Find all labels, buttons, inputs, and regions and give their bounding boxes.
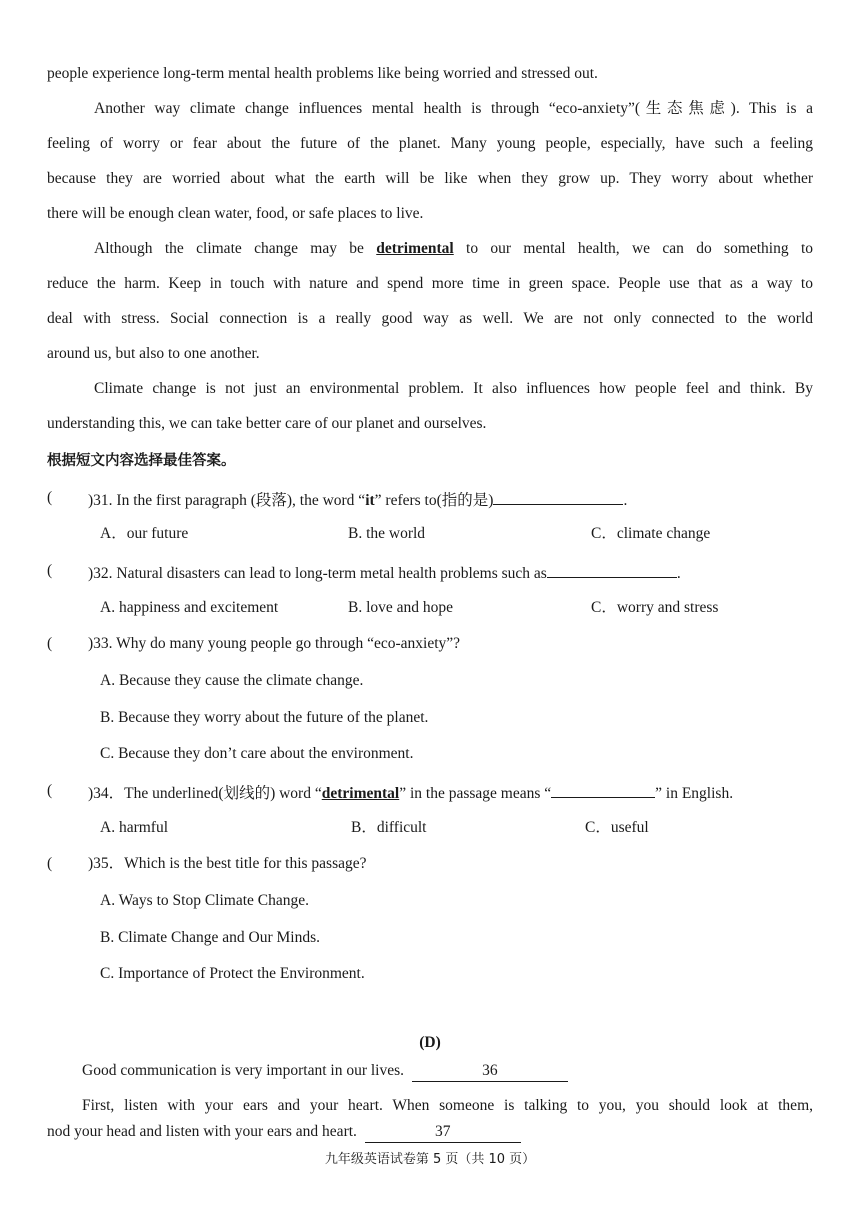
answer-bracket[interactable]: ( (47, 782, 53, 799)
passage-line: around us, but also to one another. (47, 345, 260, 362)
question-text: ” in English. (655, 785, 734, 802)
passage-line: people experience long-term mental health problems like being worried and stressed out. (47, 65, 598, 82)
passage-line: First, listen with your ears and your heart. When someone is talking to you, you should look at them, (82, 1097, 813, 1114)
answer-blank[interactable] (547, 561, 677, 578)
passage-line: there will be enough clean water, food, or safe places to live. (47, 205, 424, 222)
passage-text: to our mental health, we can do something to (453, 240, 813, 257)
answer-blank[interactable] (551, 781, 655, 798)
question-34 (88, 781, 733, 804)
question-35: )35．Which is the best title for this passage? (88, 855, 367, 872)
answer-blank[interactable] (493, 488, 623, 505)
option-32-a[interactable]: A. happiness and excitement (100, 599, 279, 616)
question-text: ” in the passage means “ (399, 785, 552, 802)
passage-line: reduce the harm. Keep in touch with nature and spend more time in green space. People use that as a way to (47, 275, 813, 292)
option-35-b[interactable]: B. Climate Change and Our Minds. (100, 929, 320, 946)
cloze-blank-36[interactable]: 36 (412, 1061, 568, 1082)
option-31-b[interactable]: B. the world (348, 525, 426, 542)
option-31-c[interactable]: C．climate change (591, 525, 711, 542)
section-heading: (D) (419, 1034, 441, 1051)
passage-line: Another way climate change influences mental health is through “eco-anxiety”(生态焦虑). This is a (94, 100, 813, 117)
cloze-blank-37[interactable]: 37 (365, 1122, 521, 1143)
option-34-b[interactable]: B．difficult (351, 819, 427, 836)
passage-text: Good communication is very important in our lives. (82, 1062, 405, 1079)
option-32-b[interactable]: B. love and hope (348, 599, 454, 616)
passage-line: Climate change is not just an environmental problem. It also influences how people feel and think. By (94, 380, 813, 397)
passage-line: understanding this, we can take better care of our planet and ourselves. (47, 415, 487, 432)
question-31 (88, 488, 627, 511)
answer-bracket[interactable]: ( (47, 855, 53, 872)
passage-line: feeling of worry or fear about the future of the planet. Many young people, especially, have such a feeling (47, 135, 813, 152)
passage-text: nod your head and listen with your ears and heart. (47, 1123, 357, 1140)
question-text: . (676, 565, 681, 582)
page-footer: 九年级英语试卷第 5 页（共 10 页） (324, 1152, 536, 1167)
option-35-c[interactable]: C. Importance of Protect the Environment. (100, 965, 365, 982)
question-bold-word: it (365, 492, 375, 509)
option-33-c[interactable]: C. Because they don’t care about the environment. (100, 745, 414, 762)
answer-bracket[interactable]: ( (47, 635, 53, 652)
question-text: . (623, 492, 628, 509)
passage-line: deal with stress. Social connection is a really good way as well. We are not only connected to the world (47, 310, 813, 327)
underlined-word-detrimental: detrimental (376, 240, 454, 257)
passage-text: Although the climate change may be (94, 240, 377, 257)
underlined-word-detrimental: detrimental (321, 785, 400, 802)
passage-line (47, 1122, 521, 1143)
option-34-c[interactable]: C．useful (585, 819, 649, 836)
question-33: )33. Why do many young people go through “eco-anxiety”? (88, 635, 461, 652)
option-31-a[interactable]: A．our future (100, 525, 189, 542)
option-35-a[interactable]: A. Ways to Stop Climate Change. (100, 892, 309, 909)
question-text: )32. Natural disasters can lead to long-term metal health problems such as (88, 565, 547, 582)
question-text: )34．The underlined(划线的) word “ (88, 785, 322, 802)
option-32-c[interactable]: C．worry and stress (591, 599, 719, 616)
option-34-a[interactable]: A. harmful (100, 819, 169, 836)
passage-line (94, 239, 813, 259)
question-text: )31. In the first paragraph (段落), the word “ (88, 492, 366, 509)
question-text: ” refers to(指的是) (374, 492, 494, 509)
question-32 (88, 561, 681, 584)
question-instruction: 根据短文内容选择最佳答案。 (47, 453, 236, 469)
answer-bracket[interactable]: ( (47, 489, 53, 506)
passage-line: because they are worried about what the earth will be like when they grow up. They worry about whether (47, 170, 813, 187)
option-33-b[interactable]: B. Because they worry about the future of the planet. (100, 709, 429, 726)
option-33-a[interactable]: A. Because they cause the climate change. (100, 672, 364, 689)
passage-line (82, 1061, 568, 1082)
answer-bracket[interactable]: ( (47, 562, 53, 579)
